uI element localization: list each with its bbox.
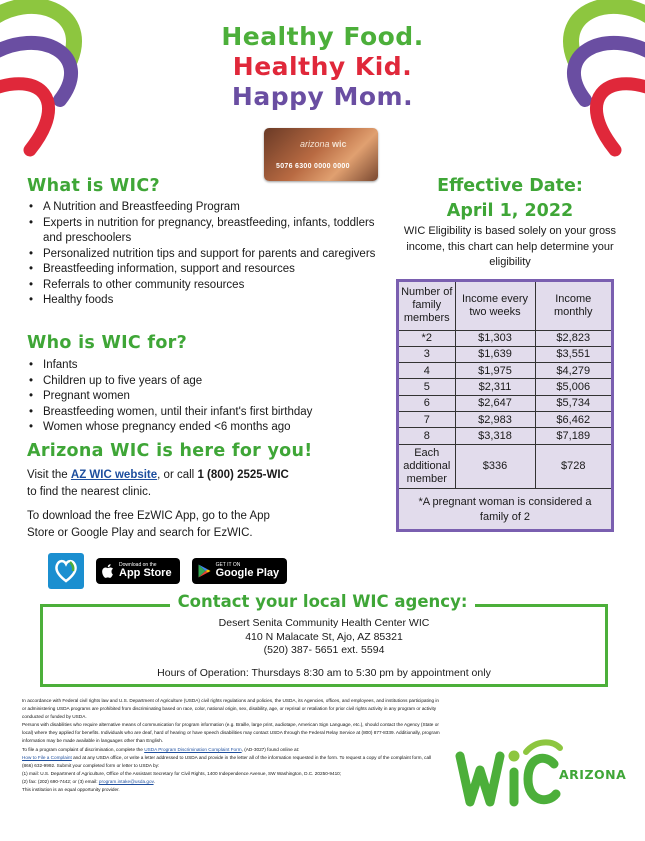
table-row — [399, 330, 611, 346]
email-link[interactable]: program.intake@usda.gov — [98, 778, 154, 784]
table-cell: $1,303 — [455, 330, 535, 346]
table-row — [399, 411, 611, 427]
headline-line-2: Healthy Kid. — [232, 52, 413, 81]
list-item: • Experts in nutrition for pregnancy, breastfeeding, infants, toddlers and preschoolers — [27, 216, 377, 247]
table-cell: 8 — [399, 428, 455, 444]
what-is-wic-title: What is WIC? — [27, 176, 160, 196]
heart-icon — [54, 558, 78, 584]
table-cell: *2 — [399, 330, 455, 346]
list-item: • Pregnant women — [27, 389, 377, 405]
income-table — [396, 279, 614, 532]
table-cell: $2,311 — [455, 379, 535, 395]
table-cell: $3,318 — [455, 428, 535, 444]
download-paragraph: To download the free EzWIC App, go to the App Store or Google Play and search for EzWIC. — [27, 510, 270, 539]
here-for-you-title: Arizona WIC is here for you! — [27, 441, 313, 461]
table-row — [399, 346, 611, 362]
ezwic-app-icon[interactable] — [48, 553, 84, 589]
apple-icon — [102, 564, 114, 578]
az-wic-website-link[interactable]: AZ WIC website — [70, 469, 158, 481]
table-cell: 4 — [399, 363, 455, 379]
list-item: • Women whose pregnancy ended <6 months ago — [27, 420, 377, 436]
what-is-wic-list — [27, 200, 377, 309]
logo-arizona-text: ARIZONA — [559, 767, 627, 782]
how-to-file-link[interactable]: How to File a Complaint — [22, 754, 72, 760]
effective-date-title: Effective Date: April 1, 2022 — [437, 176, 583, 221]
table-row-additional-member — [399, 444, 611, 488]
list-item: • A Nutrition and Breastfeeding Program — [27, 200, 377, 216]
google-play-icon — [198, 564, 211, 578]
contact-details — [40, 617, 608, 658]
table-cell: 5 — [399, 379, 455, 395]
agency-name: Desert Senita Community Health Center WIC — [218, 617, 430, 629]
app-store-button[interactable]: Download on the App Store — [96, 558, 180, 584]
list-item: • Breastfeeding information, support and resources — [27, 262, 377, 278]
table-header-row — [399, 282, 611, 330]
list-item: • Healthy foods — [27, 293, 377, 309]
table-row — [399, 428, 611, 444]
table-cell: $6,462 — [535, 411, 611, 427]
table-cell: $5,734 — [535, 395, 611, 411]
table-cell: $1,975 — [455, 363, 535, 379]
headline — [0, 22, 645, 112]
table-cell: $4,279 — [535, 363, 611, 379]
list-item: • Personalized nutrition tips and support for parents and caregivers — [27, 247, 377, 263]
card-number: 5076 6300 0000 0000 — [276, 163, 350, 170]
table-cell: $5,006 — [535, 379, 611, 395]
table-header: Income every two weeks — [455, 282, 535, 330]
table-cell: $336 — [455, 444, 535, 488]
table-row — [399, 379, 611, 395]
table-cell: $2,983 — [455, 411, 535, 427]
table-cell: $1,639 — [455, 346, 535, 362]
list-item: • Infants — [27, 358, 377, 374]
table-row — [399, 363, 611, 379]
table-cell: $7,189 — [535, 428, 611, 444]
table-row — [399, 395, 611, 411]
table-cell: 7 — [399, 411, 455, 427]
table-cell: Each additional member — [399, 444, 455, 488]
headline-line-3: Happy Mom. — [231, 82, 414, 111]
contact-title: Contact your local WIC agency: — [0, 592, 645, 612]
who-is-wic-for-title: Who is WIC for? — [27, 333, 188, 353]
agency-phone[interactable]: (520) 387- 5651 ext. 5594 — [263, 644, 385, 656]
wic-card-image — [264, 128, 378, 181]
card-logo: arizona wic — [300, 139, 347, 149]
nondiscrimination-statement: In accordance with Federal civil rights law and U.S. Department of Agriculture (USDA) civil rights regulations and policies, the USDA, its Agencies, offices, and employees, and institutions participating in or administering USDA programs are prohibited from discriminating based on race, color, national origin, sex, disability, age, or reprisal or retaliation for prior civil rights activity in any program or activity conducted or funded by USDA. Persons with disabilities who require alternative means of communication for program information (e.g. Braille, large print, audiotape, American Sign Language, etc.), should contact the Agency (State or local) where they applied for benefits. Individuals who are deaf, hard of hearing or have speech disabilities may contact USDA through the Federal Relay Service at (800) 877-8339. Additionally, program information may be made available in languages other than English. To file a program complaint of discrimination, complete the USDA Program Discrimination Complaint Form, (AD-3027) found online at: How to File a Complaint and at any USDA office, or write a letter addressed to USDA and provide in the letter all of the information requested in the form. To request a copy of the complaint form, call (866) 632-9992. Submit your completed form or letter to USDA by: (1) mail: U.S. Department of Agriculture, Office of the Assistant Secretary for Civil Rights, 1400 Independence Avenue, SW Washington, D.C. 20250-9410; (2) fax: (202) 690-7442; or (3) email: program.intake@usda.gov. This institution is an equal opportunity provider. — [22, 698, 440, 793]
list-item: • Breastfeeding women, until their infant's first birthday — [27, 405, 377, 421]
agency-address: 410 N Malacate St, Ajo, AZ 85321 — [245, 630, 403, 643]
complaint-form-link[interactable]: USDA Program Discrimination Complaint Form — [144, 746, 242, 752]
list-item: • Referrals to other community resources — [27, 278, 377, 294]
who-is-wic-for-list — [27, 358, 377, 436]
headline-line-1: Healthy Food. — [221, 22, 424, 51]
eligibility-text: WIC Eligibility is based solely on your gross income, this chart can help determine your eligibility — [403, 225, 617, 268]
table-cell: $2,647 — [455, 395, 535, 411]
table-cell: $3,551 — [535, 346, 611, 362]
table-cell: 3 — [399, 346, 455, 362]
list-item: • Children up to five years of age — [27, 374, 377, 390]
table-header: Income monthly — [535, 282, 611, 330]
app-badges — [48, 553, 287, 589]
visit-paragraph: Visit the AZ WIC website, or call 1 (800) 2525-WIC to find the nearest clinic. — [27, 469, 289, 498]
table-cell: $728 — [535, 444, 611, 488]
google-play-button[interactable]: GET IT ON Google Play — [192, 558, 288, 584]
wic-phone-number[interactable]: 1 (800) 2525-WIC — [197, 469, 289, 481]
table-header: Number of family members — [399, 282, 455, 330]
table-footnote: *A pregnant woman is considered a family of 2 — [418, 495, 592, 523]
hours-of-operation: Hours of Operation: Thursdays 8:30 am to 5:30 pm by appointment only — [157, 667, 491, 679]
table-cell: $2,823 — [535, 330, 611, 346]
table-cell: 6 — [399, 395, 455, 411]
